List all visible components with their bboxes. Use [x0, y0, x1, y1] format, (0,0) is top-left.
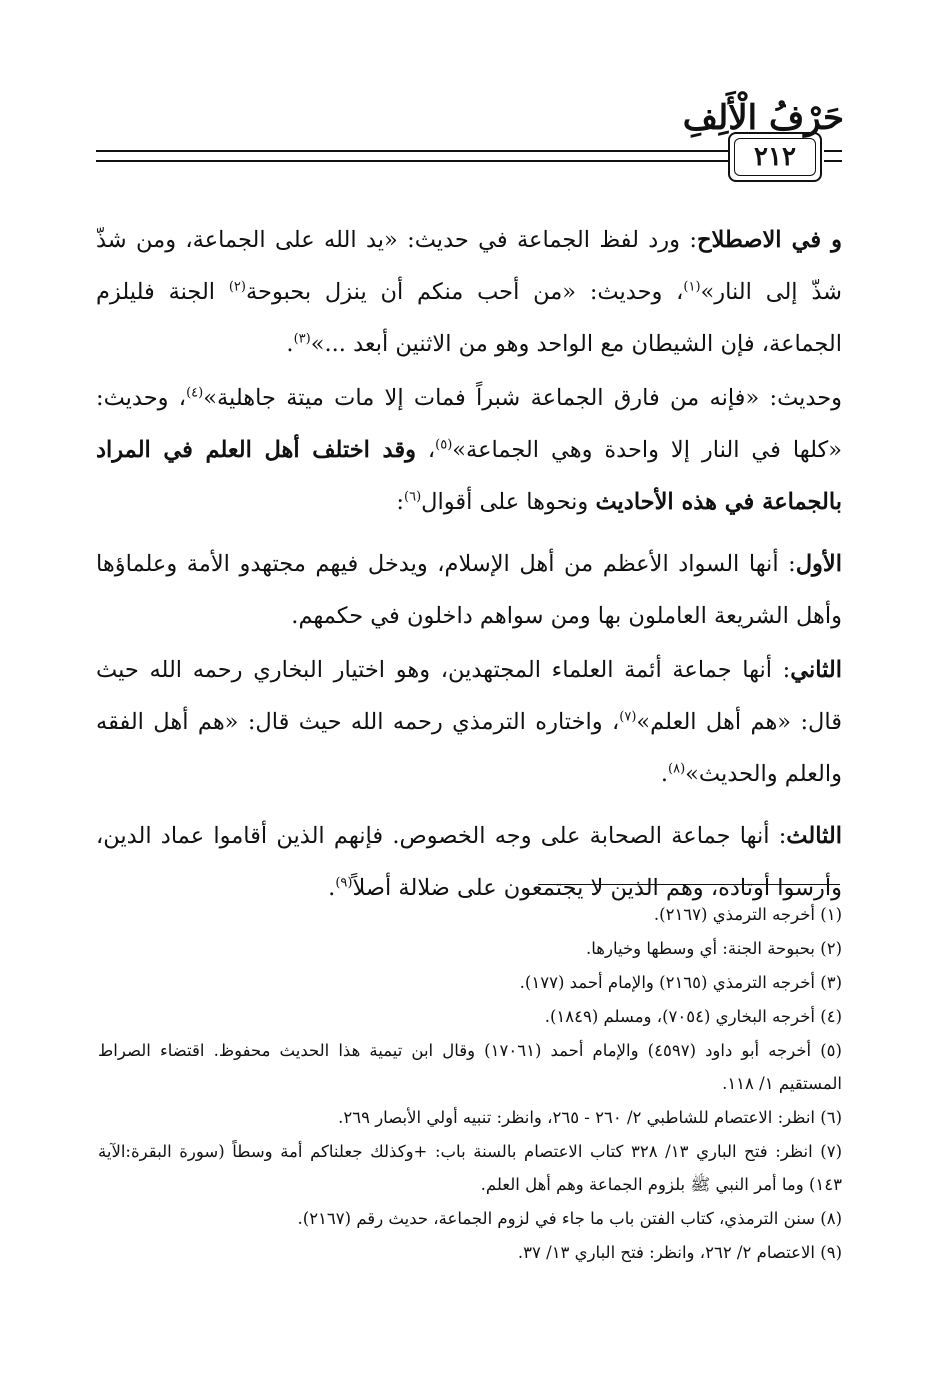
text-run: : أنها جماعة الصحابة على وجه الخصوص. فإنهم الذين أقاموا عماد الدين، وأرسوا أوتاده، وهم الذين لا يجتمعون على ضلالة أصلاً: [96, 823, 842, 901]
footnote-item: (٤) أخرجه البخاري (٧٠٥٤)، ومسلم (١٨٤٩).: [544, 1007, 842, 1026]
footnote-ref[interactable]: (٨): [668, 761, 686, 777]
opinion-lead: الثاني: [790, 657, 842, 683]
page-number-mark: [824, 150, 842, 162]
text-run: :: [396, 489, 404, 515]
text-run: الجنة فليلزم الجماعة، فإن الشيطان مع الواحد وهو من الاثنين أبعد ...»: [96, 279, 842, 357]
footnote-ref[interactable]: (٤): [186, 385, 204, 401]
footnotes: [98, 898, 842, 1270]
header-rule: [108, 150, 728, 162]
paragraph-first-opinion: [96, 538, 842, 642]
text-run: .: [328, 875, 336, 901]
footnote-ref[interactable]: (٩): [335, 875, 353, 891]
text-run: ،: [415, 437, 436, 463]
footnote-ref[interactable]: (٦): [404, 489, 422, 505]
footnote-item: (١) أخرجه الترمذي (٢١٦٧).: [653, 905, 842, 924]
text-run: ، واختاره الترمذي رحمه الله حيث قال: «هم أهل الفقه والعلم والحديث»: [96, 709, 842, 787]
header-rule-end: [96, 150, 108, 162]
bold-run: وقد اختلف أهل العلم في المراد بالجماعة في هذه الأحاديث: [96, 437, 842, 515]
text-run: .: [286, 331, 294, 357]
text-run: .: [660, 761, 669, 787]
text-run: : ورد لفظ الجماعة في حديث: «يد الله على الجماعة، ومن شذّ شذّ إلى النار»: [96, 227, 842, 305]
footnote-ref[interactable]: (٧): [619, 709, 637, 725]
text-run: ، وحديث: «من أحب منكم أن ينزل بحبوحة: [245, 279, 684, 305]
footnote-ref[interactable]: (٥): [435, 437, 453, 453]
text-run: ونحوها على أقوال: [421, 489, 596, 515]
text-run: : أنها جماعة أئمة العلماء المجتهدين، وهو اختيار البخاري رحمه الله حيث قال: «هم أهل العلم»: [96, 657, 842, 735]
opinion-lead: الثالث: [786, 823, 842, 849]
footnote-item: (٦) انظر: الاعتصام للشاطبي ٢/ ٢٦٠ - ٢٦٥، وانظر: تنبيه أولي الأبصار ٢٦٩.: [338, 1108, 842, 1127]
opinion-lead: الأول: [795, 551, 842, 577]
footnote-ref[interactable]: (١): [683, 279, 701, 295]
main-text: [96, 214, 842, 914]
footnote-item: (٩) الاعتصام ٢/ ٢٦٢، وانظر: فتح الباري ١٣/ ٣٧.: [517, 1243, 842, 1262]
footnote-item: (٣) أخرجه الترمذي (٢١٦٥) والإمام أحمد (١٧٧).: [519, 973, 842, 992]
text-run: وحديث: «فإنه من فارق الجماعة شبراً فمات إلا مات ميتة جاهلية»: [203, 385, 843, 411]
paragraph-second-opinion: [96, 644, 842, 800]
page-number: ٢١٢: [734, 138, 816, 176]
footnote-item: (٥) أخرجه أبو داود (٤٥٩٧) والإمام أحمد (١٧٠٦١) وقال ابن تيمية هذا الحديث محفوظ. اقتضاء الصراط المستقيم ١/ ١١٨.: [98, 1041, 842, 1093]
paragraph-definition: [96, 214, 842, 370]
footnote-ref[interactable]: (٣): [293, 331, 311, 347]
text-run: ، وحديث: «كلها في النار إلا واحدة وهي الجماعة»: [96, 385, 842, 463]
footnote-separator: [538, 884, 840, 885]
chapter-title: حَرْفُ الْأَلِفِ: [682, 98, 844, 138]
paragraph-hadith: [96, 372, 842, 528]
page-number-frame: [728, 132, 822, 182]
term-lead: و في الاصطلاح: [696, 227, 842, 253]
footnote-ref[interactable]: (٢): [228, 279, 246, 295]
footnote-item: (٢) بحبوحة الجنة: أي وسطها وخيارها.: [586, 939, 842, 958]
footnote-item: (٨) سنن الترمذي، كتاب الفتن باب ما جاء في لزوم الجماعة، حديث رقم (٢١٦٧).: [297, 1209, 842, 1228]
text-run: : أنها السواد الأعظم من أهل الإسلام، ويدخل فيهم مجتهدو الأمة وعلماؤها وأهل الشريعة العاملون بها ومن سواهم داخلون في حكمهم.: [96, 551, 842, 629]
footnote-item: (٧) انظر: فتح الباري ١٣/ ٣٢٨ كتاب الاعتصام بالسنة باب: +وكذلك جعلناكم أمة وسطاً (سورة البقرة:الآية ١٤٣) وما أمر النبي ﷺ بلزوم الجماعة وهم أهل العلم.: [98, 1142, 842, 1194]
